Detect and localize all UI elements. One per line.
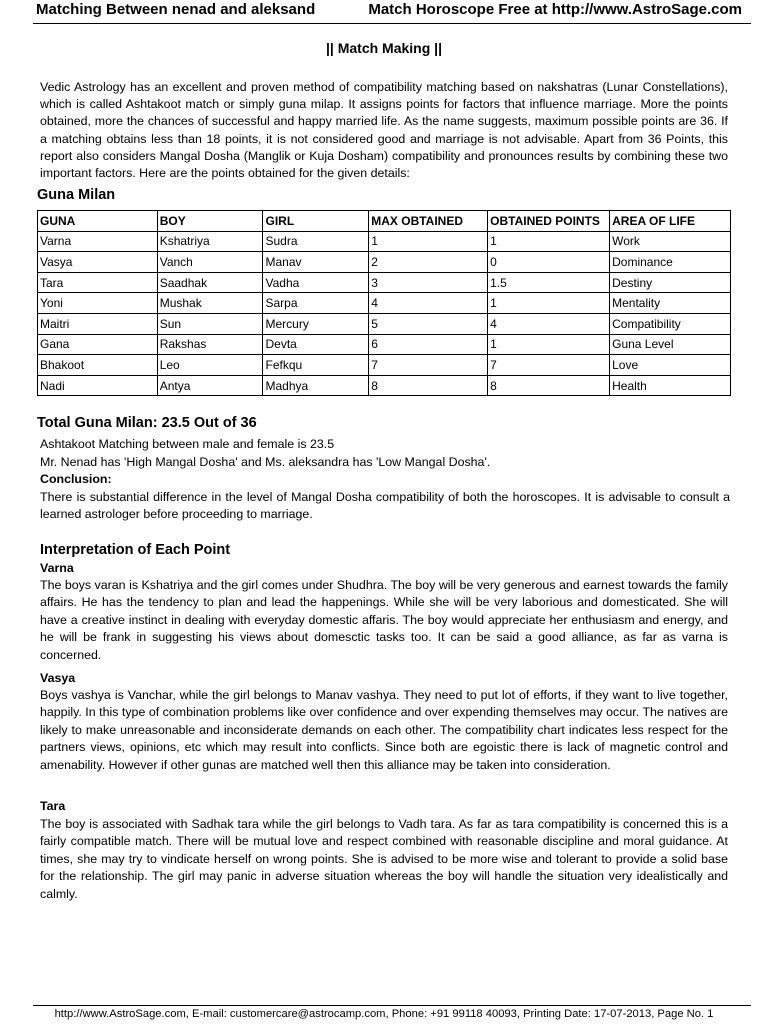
table-cell: Devta <box>263 334 369 355</box>
table-row <box>38 293 731 314</box>
table-cell: Vadha <box>263 272 369 293</box>
table-cell: 0 <box>488 252 610 273</box>
table-cell: Vanch <box>157 252 263 273</box>
table-cell: 1 <box>369 231 488 252</box>
table-cell: Fefkqu <box>263 355 369 376</box>
table-cell: 1 <box>488 334 610 355</box>
col-header-area: AREA OF LIFE <box>610 211 731 232</box>
table-cell: Compatibility <box>610 313 731 334</box>
interpretation-heading: Interpretation of Each Point <box>40 542 231 558</box>
table-cell: Health <box>610 375 731 396</box>
table-cell: Kshatriya <box>157 231 263 252</box>
col-header-guna: GUNA <box>38 211 158 232</box>
table-cell: Vasya <box>38 252 158 273</box>
table-cell: Rakshas <box>157 334 263 355</box>
table-cell: Tara <box>38 272 158 293</box>
header-site-link[interactable]: Match Horoscope Free at http://www.AstroSage.com <box>368 1 742 18</box>
table-cell: 8 <box>369 375 488 396</box>
varna-title: Varna <box>40 561 74 575</box>
ashtakoot-line: Ashtakoot Matching between male and female is 23.5 <box>40 437 335 451</box>
vasya-title: Vasya <box>40 671 76 685</box>
table-row <box>38 334 731 355</box>
table-cell: Bhakoot <box>38 355 158 376</box>
table-row <box>38 313 731 334</box>
table-cell: Sun <box>157 313 263 334</box>
table-cell: Work <box>610 231 731 252</box>
mangal-dosha-line: Mr. Nenad has 'High Mangal Dosha' and Ms. aleksandra has 'Low Mangal Dosha'. <box>40 454 491 469</box>
table-cell: Madhya <box>263 375 369 396</box>
table-cell: Dominance <box>610 252 731 273</box>
page-title: || Match Making || <box>325 40 442 56</box>
table-row <box>38 375 731 396</box>
matching-summary <box>40 436 730 524</box>
table-cell: 5 <box>369 313 488 334</box>
col-header-obtained: OBTAINED POINTS <box>488 211 610 232</box>
conclusion-label: Conclusion: <box>40 472 112 486</box>
total-guna-milan: Total Guna Milan: 23.5 Out of 36 <box>37 415 257 431</box>
table-cell: Sudra <box>263 231 369 252</box>
table-cell: Leo <box>157 355 263 376</box>
table-cell: Maitri <box>38 313 158 334</box>
table-cell: Manav <box>263 252 369 273</box>
header-match-names: Matching Between nenad and aleksand <box>36 1 316 18</box>
table-cell: Sarpa <box>263 293 369 314</box>
col-header-boy: BOY <box>157 211 263 232</box>
varna-text: The boys varan is Kshatriya and the girl comes under Shudhra. The boy will be very generous and earnest towards the family affairs. He has the tendency to plan and lead the happenings. While she will be very laborious and domesticated. She will have a creative instinct in dealing with everyday domestic affaris. The boy would appreciate her enthusiasm and energy, and he will be frank in suggesting his views about domesctic tasks too. It can be said a good alliance, as far as varna is concerned. <box>40 578 728 662</box>
table-cell: 1 <box>488 293 610 314</box>
table-row <box>38 231 731 252</box>
table-cell: Mercury <box>263 313 369 334</box>
table-cell: Gana <box>38 334 158 355</box>
vasya-text: Boys vashya is Vanchar, while the girl belongs to Manav vashya. They need to put lot of efforts, if they want to live together, happily. In this type of combination problems like over confidence and over expending themselves may occur. The natives are likely to make unreasonable and inconsiderate demands on each other. The compatibility chart indicates less respect for the partners views, opinions, etc which may result into conflicts. Since both are egoistic there is lack of magnetic control and amenability. However if other gunas are matched well then this alliance may be taken into consideration. <box>40 688 728 772</box>
table-cell: Destiny <box>610 272 731 293</box>
table-cell: 2 <box>369 252 488 273</box>
table-row <box>38 272 731 293</box>
table-cell: 1 <box>488 231 610 252</box>
table-cell: Mushak <box>157 293 263 314</box>
tara-title: Tara <box>40 799 66 813</box>
table-cell: 7 <box>488 355 610 376</box>
table-cell: Varna <box>38 231 158 252</box>
table-cell: 1.5 <box>488 272 610 293</box>
table-row <box>38 355 731 376</box>
page-footer: http://www.AstroSage.com, E-mail: customercare@astrocamp.com, Phone: +91 99118 40093, Printing Date: 17-07-2013, Page No. 1 <box>54 1008 714 1020</box>
intro-paragraph: Vedic Astrology has an excellent and proven method of compatibility matching based on nakshatras (Lunar Constellations), which is called Ashtakoot match or simply guna milap. It assigns points for factors that influence marriage. More the points obtained, more the chances of successful and happy married life. As the name suggests, maximum possible points are 36. If a matching obtains less than 18 points, it is not considered good and marriage is not advisable. Apart from 36 Points, this report also considers Mangal Dosha (Manglik or Kuja Dosham) compatibility and pronounces results by combining these two important factors. Here are the points obtained for the given details: <box>40 80 728 181</box>
col-header-max: MAX OBTAINED <box>369 211 488 232</box>
table-cell: Antya <box>157 375 263 396</box>
guna-milan-table <box>37 210 731 396</box>
table-cell: 4 <box>488 313 610 334</box>
tara-text: The boy is associated with Sadhak tara while the girl belongs to Vadh tara. As far as tara compatibility is concerned this is a fairly compatible match. There will be mutual love and respect combined with reasonable discipline and moral guidance. At times, she may try to vindicate herself on wrong points. She is advised to be more wise and tolerant to provide a solid base for the relationship. The girl may panic in adverse situation whereas the boy will handle the situation very idealistically and calmly. <box>40 817 728 901</box>
table-row <box>38 252 731 273</box>
table-cell: 8 <box>488 375 610 396</box>
table-header-row <box>38 211 731 232</box>
table-cell: Nadi <box>38 375 158 396</box>
footer-divider <box>33 1005 751 1006</box>
page-header <box>0 0 768 22</box>
col-header-girl: GIRL <box>263 211 369 232</box>
guna-milan-heading: Guna Milan <box>37 187 116 203</box>
header-divider <box>33 23 751 24</box>
table-cell: Mentality <box>610 293 731 314</box>
table-cell: Guna Level <box>610 334 731 355</box>
table-cell: 6 <box>369 334 488 355</box>
table-cell: 7 <box>369 355 488 376</box>
conclusion-text: There is substantial difference in the level of Mangal Dosha compatibility of both the horoscopes. It is advisable to consult a learned astrologer before proceeding to marriage. <box>40 489 730 521</box>
table-cell: 4 <box>369 293 488 314</box>
table-cell: 3 <box>369 272 488 293</box>
table-cell: Saadhak <box>157 272 263 293</box>
table-cell: Love <box>610 355 731 376</box>
table-cell: Yoni <box>38 293 158 314</box>
